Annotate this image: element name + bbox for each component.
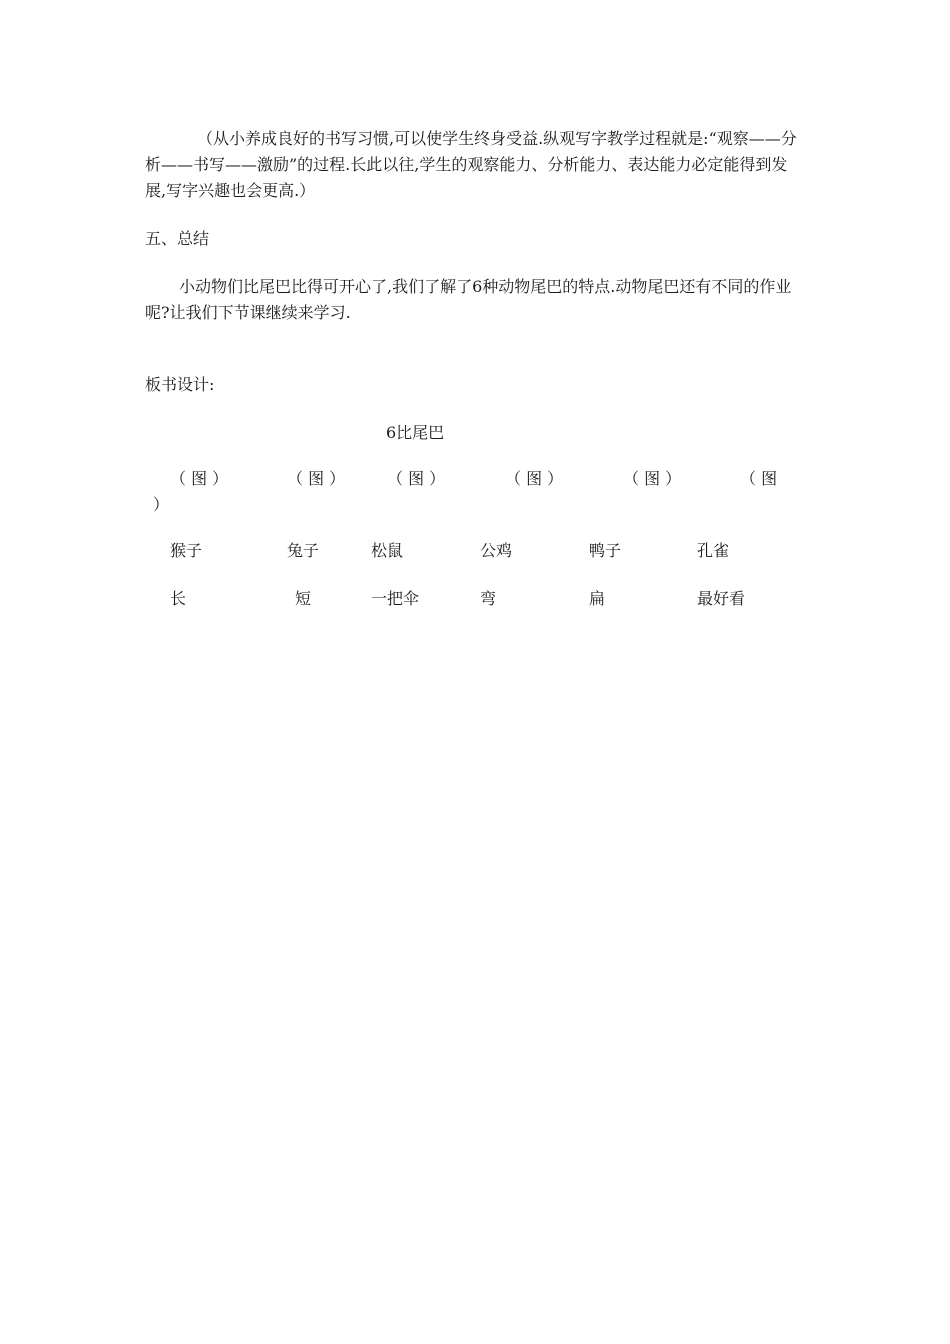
picture-placeholder: （ 图 ） <box>505 469 564 488</box>
tail-trait-row <box>0 586 950 612</box>
picture-placeholder: （ 图 ） <box>623 469 682 488</box>
animal-name: 猴子 <box>170 541 203 560</box>
tail-trait: 弯 <box>480 589 497 608</box>
picture-placeholder-row <box>145 466 805 518</box>
animal-name-row <box>0 538 950 564</box>
tail-trait: 一把伞 <box>371 589 420 608</box>
picture-placeholder-close: ） <box>153 495 170 514</box>
animal-name: 松鼠 <box>371 541 404 560</box>
tail-trait: 扁 <box>589 589 606 608</box>
tail-trait: 最好看 <box>697 589 746 608</box>
animal-name: 鸭子 <box>589 541 622 560</box>
paragraph-summary: 小动物们比尾巴比得可开心了,我们了解了6种动物尾巴的特点.动物尾巴还有不同的作业呢?让我们下节课继续来学习. <box>145 277 792 322</box>
picture-placeholder: （ 图 <box>740 469 778 488</box>
picture-placeholder: （ 图 ） <box>287 469 346 488</box>
animal-name: 孔雀 <box>697 541 730 560</box>
tail-trait: 短 <box>295 589 312 608</box>
picture-placeholder: （ 图 ） <box>387 469 446 488</box>
paragraph-writing-habit: （从小养成良好的书写习惯,可以使学生终身受益.纵观写字教学过程就是:“观察——分析——书写——激励”的过程.长此以往,学生的观察能力、分析能力、表达能力必定能得到发展,写字兴趣也会更高.） <box>145 129 797 200</box>
animal-name: 公鸡 <box>480 541 513 560</box>
animal-name: 兔子 <box>287 541 320 560</box>
picture-placeholder: （ 图 ） <box>170 469 229 488</box>
section-heading-summary: 五、总结 <box>145 229 210 248</box>
board-title: 6比尾巴 <box>386 423 445 442</box>
tail-trait: 长 <box>170 589 187 608</box>
board-design-label: 板书设计: <box>145 375 215 394</box>
